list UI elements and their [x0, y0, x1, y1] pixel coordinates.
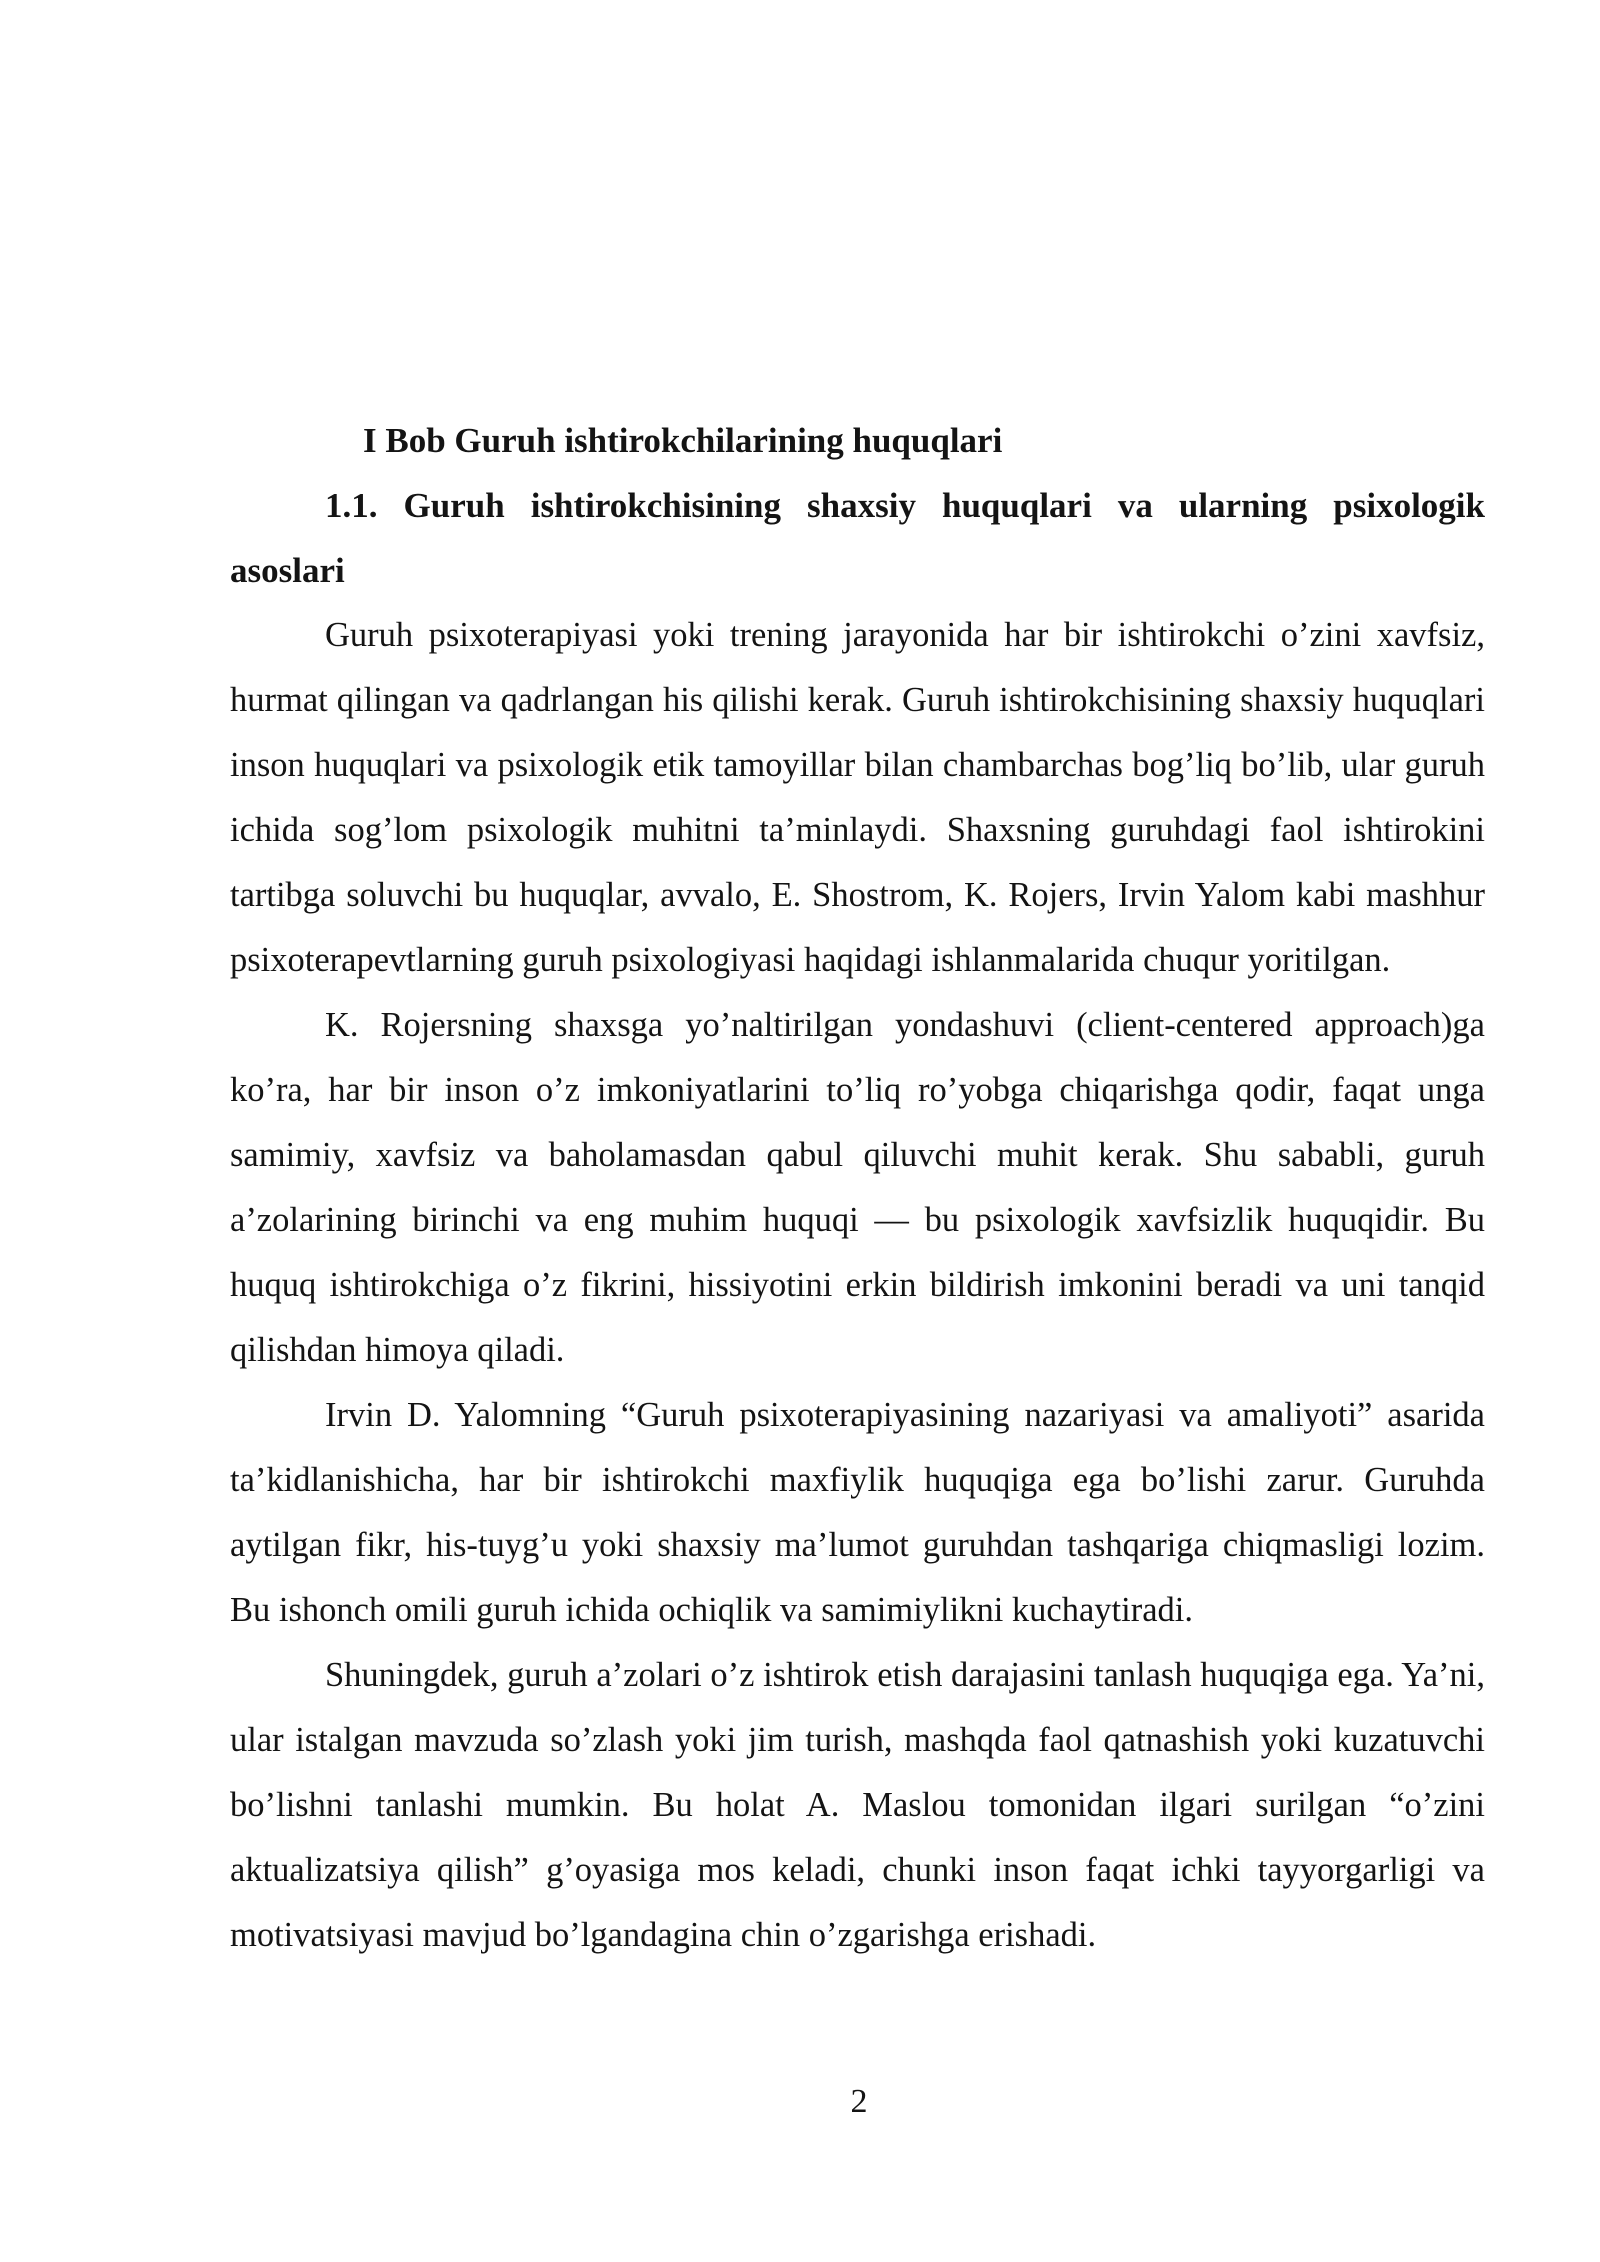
document-page [230, 408, 1485, 1968]
chapter-title: I Bob Guruh ishtirokchilarining huquqlari [363, 421, 1003, 460]
body-paragraph-4: Shuningdek, guruh a’zolari o’z ishtirok etish darajasini tanlash huquqiga ega. Ya’ni, ular istalgan mavzuda so’zlash yoki jim turish, mashqda faol qatnashish yoki kuzatuvchi bo’lishni tanlashi mumkin. Bu holat A. Maslou tomonidan ilgari surilgan “o’zini aktualizatsiya qilish” g’oyasiga mos keladi, chunki inson faqat ichki tayyorgarligi va motivatsiyasi mavjud bo’lgandagina chin o’zgarishga erishadi. [230, 1656, 1485, 1954]
page-number: 2 [850, 2083, 868, 2120]
section-title: 1.1. Guruh ishtirokchisining shaxsiy huquqlari va ularning psixologik asoslari [230, 486, 1485, 590]
body-paragraph-3: Irvin D. Yalomning “Guruh psixoterapiyasining nazariyasi va amaliyoti” asarida ta’kidlanishicha, har bir ishtirokchi maxfiylik huquqiga ega bo’lishi zarur. Guruhda aytilgan fikr, his-tuyg’u yoki shaxsiy ma’lumot guruhdan tashqariga chiqmasligi lozim. Bu ishonch omili guruh ichida ochiqlik va samimiylikni kuchaytiradi. [230, 1396, 1485, 1629]
body-paragraph-2: K. Rojersning shaxsga yo’naltirilgan yondashuvi (client-centered approach)ga ko’ra, har bir inson o’z imkoniyatlarini to’liq ro’yobga chiqarishga qodir, faqat unga samimiy, xavfsiz va baholamasdan qabul qiluvchi muhit kerak. Shu sababli, guruh a’zolarining birinchi va eng muhim huquqi — bu psixologik xavfsizlik huquqidir. Bu huquq ishtirokchiga o’z fikrini, hissiyotini erkin bildirish imkonini beradi va uni tanqid qilishdan himoya qiladi. [230, 1006, 1485, 1369]
body-paragraph-1: Guruh psixoterapiyasi yoki trening jarayonida har bir ishtirokchi o’zini xavfsiz, hurmat qilingan va qadrlangan his qilishi kerak. Guruh ishtirokchisining shaxsiy huquqlari inson huquqlari va psixologik etik tamoyillar bilan chambarchas bog’liq bo’lib, ular guruh ichida sog’lom psixologik muhitni ta’minlaydi. Shaxsning guruhdagi faol ishtirokini tartibga soluvchi bu huquqlar, avvalo, E. Shostrom, K. Rojers, Irvin Yalom kabi mashhur psixoterapevtlarning guruh psixologiyasi haqidagi ishlanmalarida chuqur yoritilgan. [230, 616, 1485, 979]
